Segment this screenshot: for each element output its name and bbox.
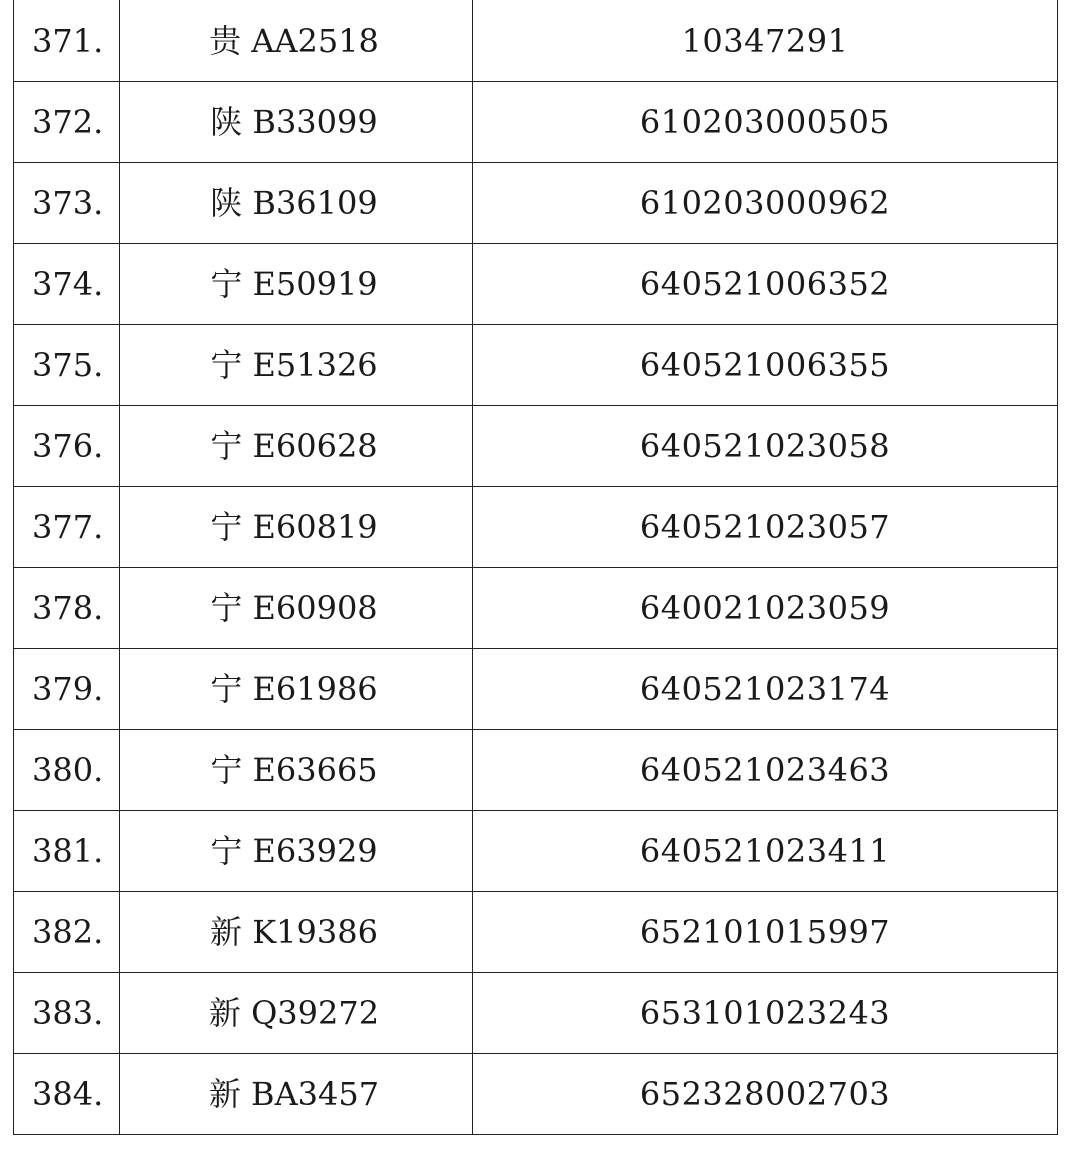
row-number: 371. [14,0,120,82]
row-number: 379. [14,649,120,730]
plate-text: 宁 E61986 [210,670,378,708]
registration-code: 652328002703 [473,1054,1058,1135]
table-row [14,406,1058,487]
plate-text: 宁 E60908 [210,589,378,627]
plate-number [120,811,473,892]
plate-number [120,244,473,325]
table-row [14,649,1058,730]
plate-number [120,487,473,568]
row-number: 376. [14,406,120,487]
registration-code: 640521006352 [473,244,1058,325]
table-row [14,325,1058,406]
registration-code: 640521006355 [473,325,1058,406]
row-number: 381. [14,811,120,892]
plate-number [120,82,473,163]
table-row [14,244,1058,325]
row-number: 377. [14,487,120,568]
table-row [14,0,1058,82]
registration-code: 640021023059 [473,568,1058,649]
row-number: 374. [14,244,120,325]
plate-text: 宁 E63929 [210,832,378,870]
row-number: 382. [14,892,120,973]
row-number: 372. [14,82,120,163]
registration-code: 640521023058 [473,406,1058,487]
table-row [14,163,1058,244]
plate-number [120,649,473,730]
plate-number [120,163,473,244]
plate-number [120,892,473,973]
plate-number [120,568,473,649]
table-row [14,487,1058,568]
plate-text: 新 Q39272 [208,994,380,1032]
row-number: 383. [14,973,120,1054]
table-row [14,1054,1058,1135]
registration-code: 640521023463 [473,730,1058,811]
plate-text: 宁 E60628 [210,427,378,465]
registration-code: 640521023057 [473,487,1058,568]
row-number: 373. [14,163,120,244]
row-number: 384. [14,1054,120,1135]
plate-text: 宁 E50919 [210,265,378,303]
registration-code: 610203000962 [473,163,1058,244]
plate-number [120,973,473,1054]
registration-code: 640521023411 [473,811,1058,892]
plate-number [120,730,473,811]
table-row [14,82,1058,163]
plate-number [120,325,473,406]
plate-text: 贵 AA2518 [209,21,379,60]
table-body [14,0,1058,1135]
plate-text: 宁 E51326 [210,346,378,384]
plate-text: 宁 E63665 [210,751,378,789]
plate-number [120,406,473,487]
plate-text: 陕 B36109 [210,184,378,222]
table-row [14,892,1058,973]
table-row [14,568,1058,649]
plate-text: 宁 E60819 [210,508,378,546]
row-number: 375. [14,325,120,406]
plate-number [120,1054,473,1135]
registration-code: 640521023174 [473,649,1058,730]
vehicle-table [13,0,1058,1135]
registration-code: 653101023243 [473,973,1058,1054]
registration-code: 10347291 [473,0,1058,82]
table-row [14,973,1058,1054]
row-number: 380. [14,730,120,811]
plate-text: 新 BA3457 [208,1075,380,1113]
registration-code: 652101015997 [473,892,1058,973]
table-row [14,730,1058,811]
registration-code: 610203000505 [473,82,1058,163]
plate-text: 陕 B33099 [210,103,378,141]
plate-number [120,0,473,82]
table-row [14,811,1058,892]
plate-text: 新 K19386 [210,913,378,951]
row-number: 378. [14,568,120,649]
